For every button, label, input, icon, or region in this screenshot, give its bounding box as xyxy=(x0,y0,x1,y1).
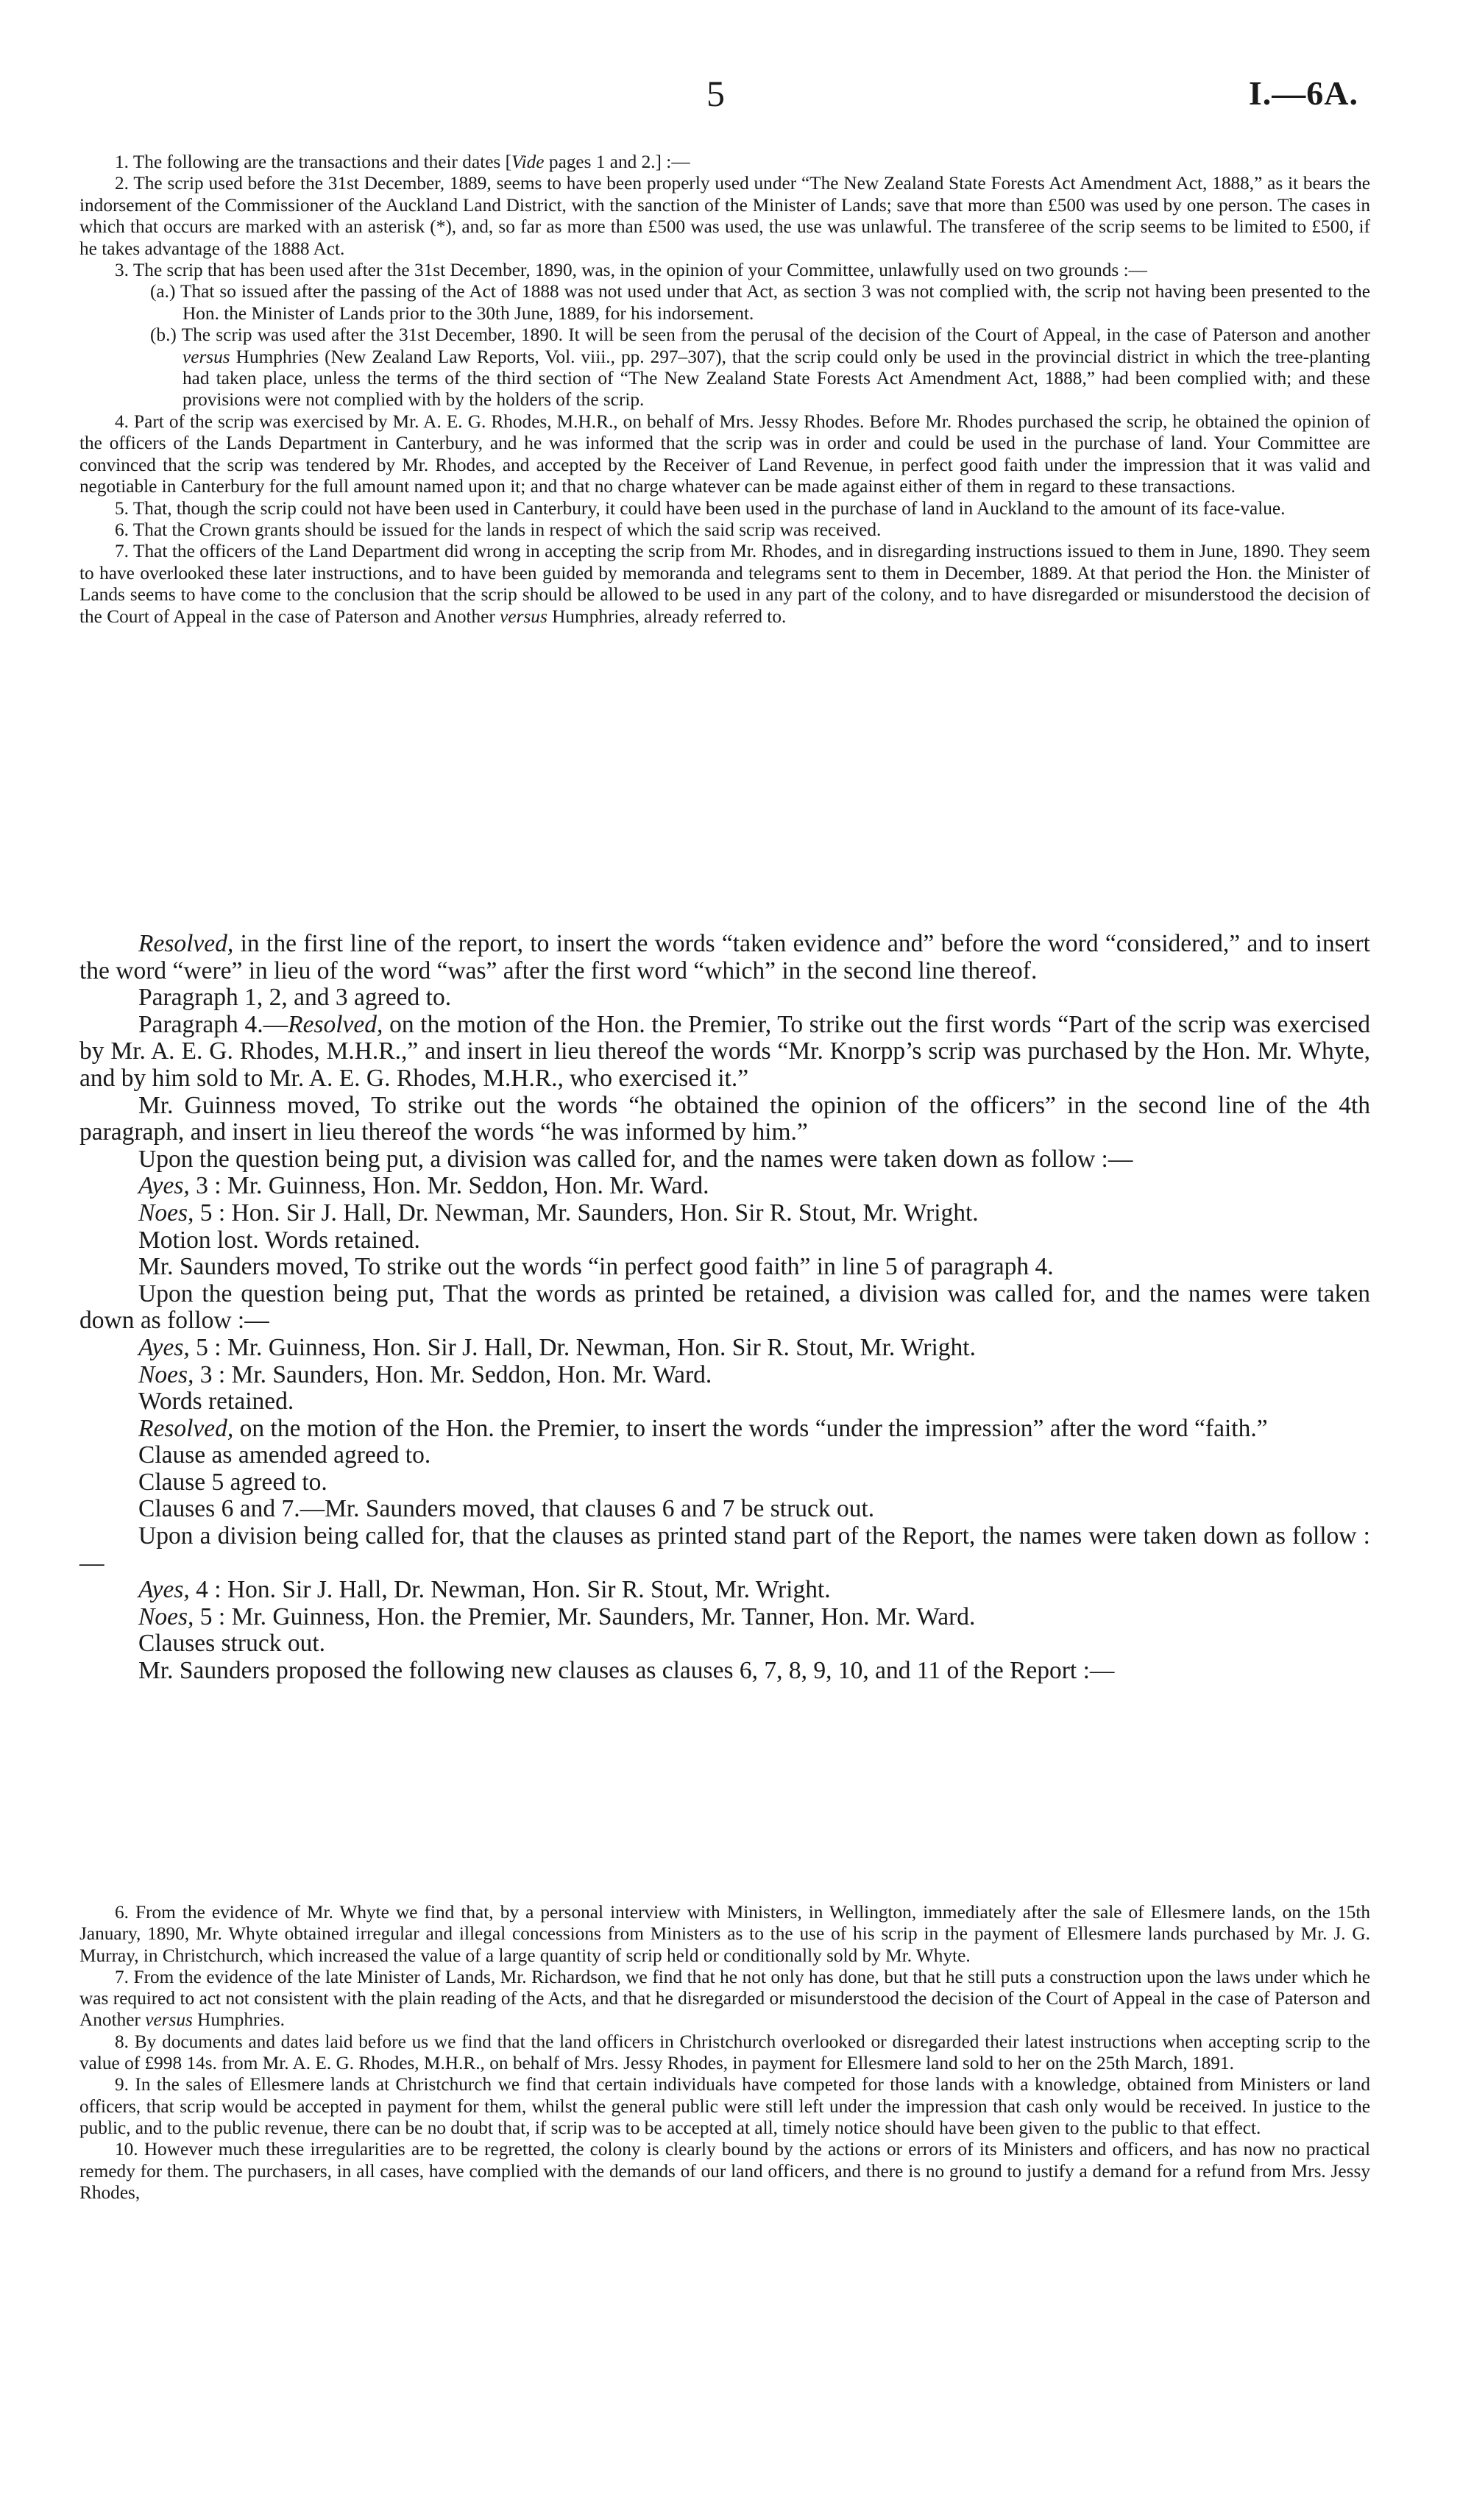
minute-entry: Clause as amended agreed to. xyxy=(138,1441,431,1469)
report-paragraph-5: 5. That, though the scrip could not have been used in Canterbury, it could have been used in the purchase of land in Auckland to the amount of its face-value. xyxy=(115,497,1286,519)
minute-entry: Resolved, on the motion of the Hon. the Premier, to insert the words “under the impression” after the word “faith.” xyxy=(138,1414,1268,1442)
division-ayes: Ayes, 4 : Hon. Sir J. Hall, Dr. Newman, Hon. Sir R. Stout, Mr. Wright. xyxy=(138,1576,831,1604)
report-paragraph-3a: (a.) That so issued after the passing of the Act of 1888 was not used under that Act, as section 3 was not complied with, the scrip not having been presented to the Hon. the Minister of Lands prior to the 30th June, 1889, for his indorsement. xyxy=(150,281,1370,324)
minute-entry: Upon the question being put, a division was called for, and the names were taken down as follow :— xyxy=(138,1145,1133,1173)
division-ayes: Ayes, 5 : Mr. Guinness, Hon. Sir J. Hall, Dr. Newman, Hon. Sir R. Stout, Mr. Wright. xyxy=(138,1333,976,1361)
report-paragraph-4: 4. Part of the scrip was exercised by Mr. A. E. G. Rhodes, M.H.R., on behalf of Mrs. Jessy Rhodes. Before Mr. Rhodes purchased the scrip, he obtained the opinion of the officers of the Lands Department in Canterbury, and he was informed that the scrip was in order and could be used in the purchase of land. Your Committee are convinced that the scrip was tendered by Mr. Rhodes, and accepted by the Receiver of Land Revenue, in perfect good faith under the impression that it was valid and negotiable in Canterbury for the full amount named upon it; and that no charge whatever can be made against either of them in regard to these transactions. xyxy=(79,411,1370,497)
minute-entry: Clauses struck out. xyxy=(138,1630,326,1658)
committee-report xyxy=(79,152,1370,628)
minute-entry: Mr. Saunders proposed the following new clauses as clauses 6, 7, 8, 9, 10, and 11 of the Report :— xyxy=(138,1657,1115,1685)
report-paragraph-1: 1. The following are the transactions and their dates [Vide pages 1 and 2.] :— xyxy=(115,152,690,172)
proposed-new-clauses xyxy=(79,1902,1370,2204)
report-paragraph-7: 7. That the officers of the Land Department did wrong in accepting the scrip from Mr. Rhodes, and in disregarding instructions issued to them in June, 1890. They seem to have overlooked these later instructions, and to have been guided by memoranda and telegrams sent to them in December, 1889. At that period the Hon. the Minister of Lands seems to have come to the conclusion that the scrip should be allowed to be used in any part of the colony, and to have disregarded or misunderstood the decision of the Court of Appeal in the case of Paterson and Another versus Humphries, already referred to. xyxy=(79,541,1370,627)
report-paragraph-6: 6. That the Crown grants should be issued for the lands in respect of which the said scrip was received. xyxy=(115,519,882,540)
division-noes: Noes, 5 : Hon. Sir J. Hall, Dr. Newman, Mr. Saunders, Hon. Sir R. Stout, Mr. Wright. xyxy=(138,1199,979,1227)
minute-entry: Paragraph 1, 2, and 3 agreed to. xyxy=(138,984,452,1012)
minute-entry: Clauses 6 and 7.—Mr. Saunders moved, that clauses 6 and 7 be struck out. xyxy=(138,1495,875,1523)
new-clause-6: 6. From the evidence of Mr. Whyte we find that, by a personal interview with Ministers, in Wellington, immediately after the sale of Ellesmere lands, on the 15th January, 1890, Mr. Whyte obtained irregular and illegal concessions from Ministers as to the use of his scrip in the payment of Ellesmere lands purchased by Mr. J. G. Murray, in Christchurch, which increased the value of a large quantity of scrip held or conditionally sold by Mr. Whyte. xyxy=(79,1902,1370,1966)
committee-minutes xyxy=(79,931,1370,1685)
new-clause-10: 10. However much these irregularities are to be regretted, the colony is clearly bound by the actions or errors of its Ministers and officers, and has now no practical remedy for them. The purchasers, in all cases, have complied with the demands of our land officers, and there is no ground to justify a demand for a refund from Mrs. Jessy Rhodes, xyxy=(79,2139,1370,2203)
minute-entry: Mr. Guinness moved, To strike out the words “he obtained the opinion of the officers” in the second line of the 4th paragraph, and insert in lieu thereof the words “he was informed by him.” xyxy=(79,1091,1370,1146)
document-reference: I.—6A. xyxy=(1248,74,1358,112)
minute-entry: Words retained. xyxy=(138,1388,294,1416)
new-clause-7: 7. From the evidence of the late Minister of Lands, Mr. Richardson, we find that he not only has done, but that he still puts a construction upon the laws under which he was required to act not consistent with the plain reading of the Acts, and that he disregarded or misunderstood the decision of the Court of Appeal in the case of Paterson and Another versus Humphries. xyxy=(79,1966,1370,2031)
division-noes: Noes, 5 : Mr. Guinness, Hon. the Premier, Mr. Saunders, Mr. Tanner, Hon. Mr. Ward. xyxy=(138,1602,976,1630)
minute-entry: Upon a division being called for, that the clauses as printed stand part of the Report, the names were taken down as follow :— xyxy=(79,1522,1370,1577)
minute-entry: Paragraph 4.—Resolved, on the motion of the Hon. the Premier, To strike out the first words “Part of the scrip was exercised by Mr. A. E. G. Rhodes, M.H.R.,” and insert in lieu thereof the words “Mr. Knorpp’s scrip was purchased by the Hon. Mr. Whyte, and by him sold to Mr. A. E. G. Rhodes, M.H.R., who exercised it.” xyxy=(79,1010,1370,1092)
minute-entry: Upon the question being put, That the words as printed be retained, a division was called for, and the names were taken down as follow :— xyxy=(79,1279,1370,1335)
minute-entry: Mr. Saunders moved, To strike out the words “in perfect good faith” in line 5 of paragraph 4. xyxy=(138,1253,1054,1281)
new-clause-9: 9. In the sales of Ellesmere lands at Christchurch we find that certain individuals have competed for those lands with a knowledge, obtained from Ministers or land officers, that scrip would be accepted in payment for them, whilst the general public were still left under the impression that cash only would be received. In justice to the public, and to the public revenue, there can be no doubt that, if scrip was to be accepted at all, timely notice should have been given to the public to that effect. xyxy=(79,2074,1370,2138)
division-noes: Noes, 3 : Mr. Saunders, Hon. Mr. Seddon, Hon. Mr. Ward. xyxy=(138,1360,712,1388)
report-paragraph-3: 3. The scrip that has been used after the 31st December, 1890, was, in the opinion of your Committee, unlawfully used on two grounds :— xyxy=(115,260,1147,281)
minute-resolution-1: Resolved, in the first line of the report, to insert the words “taken evidence and” before the word “considered,” and to insert the word “were” in lieu of the word “was” after the first word “which” in the second line thereof. xyxy=(79,930,1370,984)
division-ayes: Ayes, 3 : Mr. Guinness, Hon. Mr. Seddon, Hon. Mr. Ward. xyxy=(138,1172,709,1200)
minute-entry: Clause 5 agreed to. xyxy=(138,1468,327,1496)
minute-entry: Motion lost. Words retained. xyxy=(138,1226,420,1254)
report-paragraph-3b: (b.) The scrip was used after the 31st December, 1890. It will be seen from the perusal of the decision of the Court of Appeal, in the case of Paterson and another versus Humphries (New Zealand Law Reports, Vol. viii., pp. 297–307), that the scrip could only be used in the provincial district in which the tree-planting had taken place, unless the terms of the third section of “The New Zealand State Forests Act Amendment Act, 1888,” had been complied with; and these provisions were not complied with by the holders of the scrip. xyxy=(150,324,1370,411)
report-paragraph-2: 2. The scrip used before the 31st December, 1889, seems to have been properly used under “The New Zealand State Forests Act Amendment Act, 1888,” as it bears the indorsement of the Commissioner of the Auckland Land District, with the sanction of the Minister of Lands; save that more than £500 was used by one person. The cases in which that occurs are marked with an asterisk (*), and, so far as more than £500 was used, the use was unlawful. The transferee of the scrip seems to be limited to £500, if he takes advantage of the 1888 Act. xyxy=(79,173,1370,259)
page-number: 5 xyxy=(706,73,725,114)
new-clause-8: 8. By documents and dates laid before us we find that the land officers in Christchurch overlooked or disregarded their latest instructions when accepting scrip to the value of £998 14s. from Mr. A. E. G. Rhodes, M.H.R., on behalf of Mrs. Jessy Rhodes, in payment for Ellesmere land sold to her on the 25th March, 1891. xyxy=(79,2031,1370,2074)
